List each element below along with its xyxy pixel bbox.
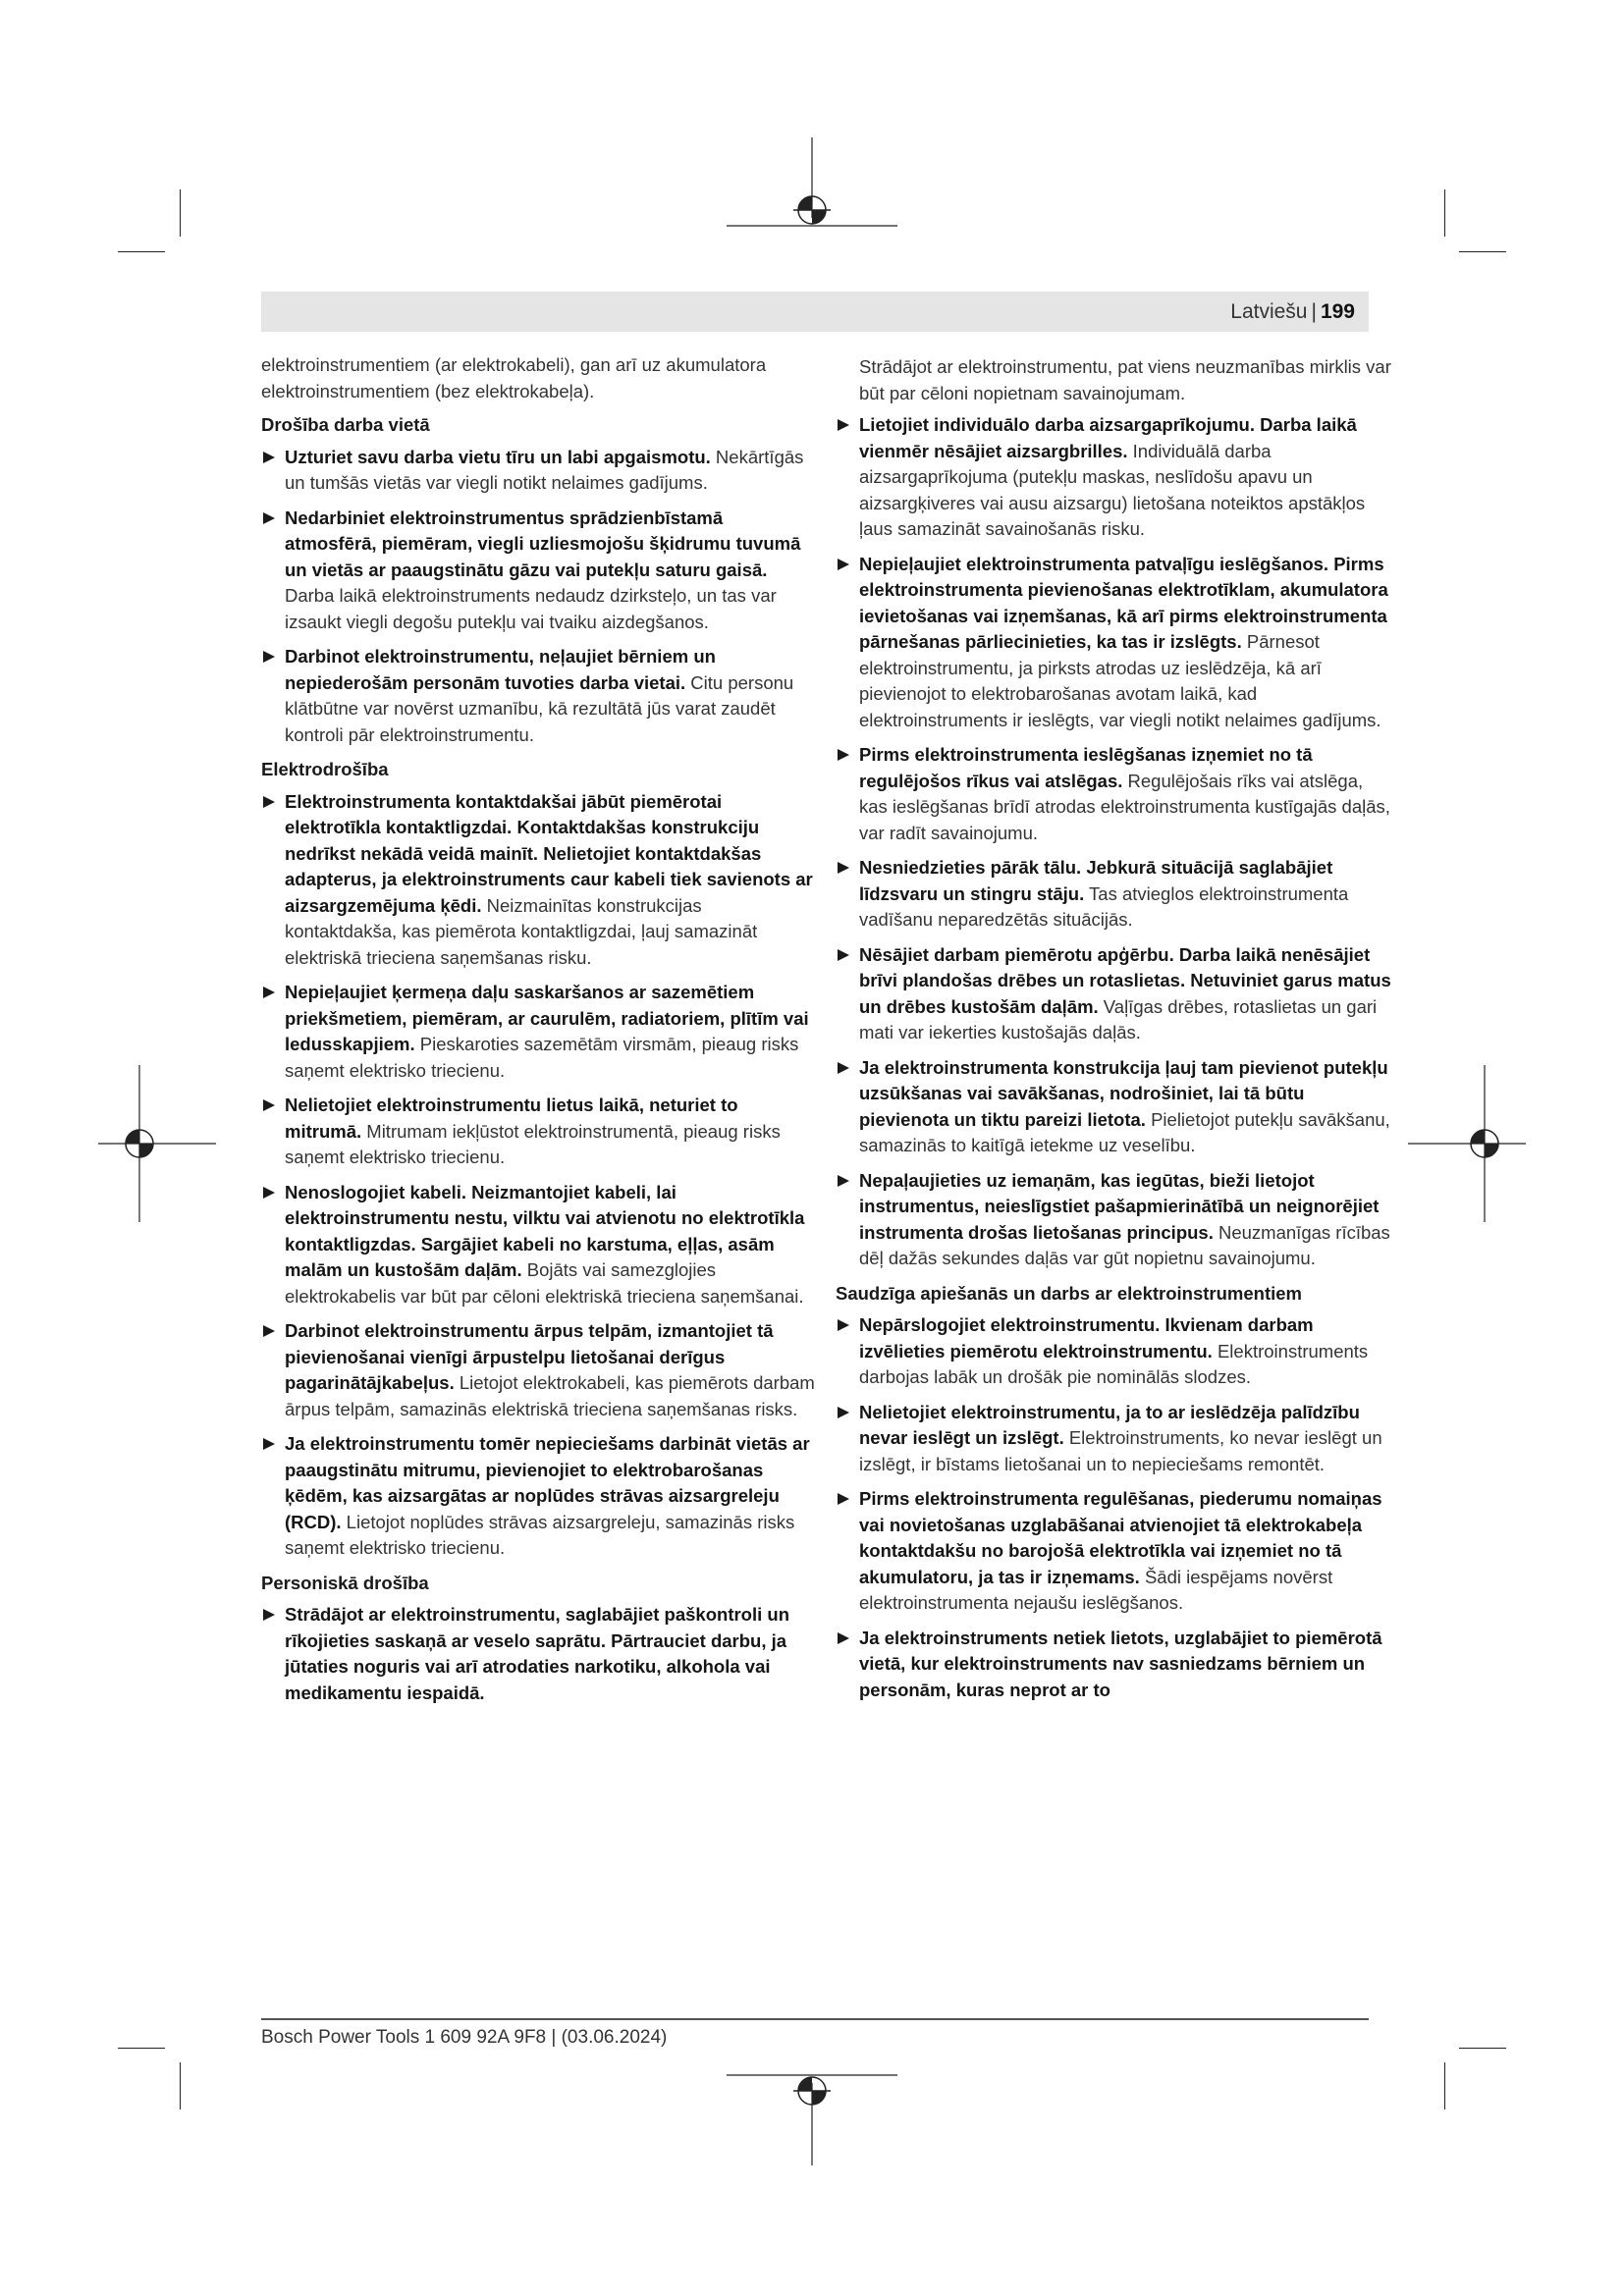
left-intro: elektroinstrumentiem (ar elektrokabeli), gan arī uz akumulatora elektroinstrumentiem (bez elektrokabeļa). (261, 354, 767, 401)
registration-mark-bottom (727, 2048, 897, 2165)
registration-mark-left (98, 1065, 216, 1222)
section-title-work-area: Drošība darba vietā (261, 414, 430, 435)
bullet-triangle-icon (838, 1175, 849, 1187)
bullet-triangle-icon (263, 452, 275, 463)
bullet-triangle-icon (263, 1099, 275, 1111)
bullet-triangle-icon (838, 749, 849, 761)
list-item: Strādājot ar elektroinstrumentu, saglabājiet paškontroli un rīkojieties saskaņā ar veselo saprātu. Pārtrauciet darbu, ja jūtaties noguris vai arī atrodaties narkotiku, alkohola vai medikamentu iespaidā. (261, 1602, 817, 1706)
left-column (261, 352, 817, 1715)
list-item: Nelietojiet elektroinstrumentu, ja to ar ieslēdzēja palīdzību nevar ieslēgt un izslēgt. Elektroinstruments, ko nevar ieslēgt un izslēgt, ir bīstams lietošanai un to nepieciešams remontēt. (836, 1400, 1391, 1478)
list-item: Nepieļaujiet ķermeņa daļu saskaršanos ar sazemētiem priekšmetiem, piemēram, ar caurulēm, radiatoriem, plītīm vai ledusskapjiem. Pieskaroties sazemētām virsmām, pieaug risks saņemt elektrisko triecienu. (261, 980, 817, 1084)
list-item: Ja elektroinstruments netiek lietots, uzglabājiet to piemērotā vietā, kur elektroinstruments nav sasniedzams bērniem un personām, kuras neprot ar to (836, 1626, 1391, 1704)
list-item: Ja elektroinstrumenta konstrukcija ļauj tam pievienot putekļu uzsūkšanas vai savākšanas, nodrošiniet, lai tā būtu pievienota un tiktu pareizi lietota. Pielietojot putekļu savākšanu, samazinās to kaitīgā ietekme uz veselību. (836, 1055, 1391, 1159)
registration-mark-right (1408, 1065, 1526, 1222)
header-text (1230, 298, 1355, 325)
footer-text: Bosch Power Tools 1 609 92A 9F8 | (03.06.2024) (261, 2027, 668, 2048)
section-title-personal-safety: Personiskā drošība (261, 1572, 429, 1593)
footer-divider (261, 2018, 1369, 2020)
list-item: Lietojiet individuālo darba aizsargaprīkojumu. Darba laikā vienmēr nēsājiet aizsargbrilles. Individuālā darba aizsargaprīkojuma (putekļu maskas, neslīdošu apavu un aizsargķiveres vai ausu aizsargu) lietošana noteiktos apstākļos ļaus samazināt savainošanās risku. (836, 412, 1391, 543)
section-title-electrical-safety: Elektrodrošība (261, 759, 389, 779)
bullet-triangle-icon (838, 419, 849, 431)
list-item: Nepieļaujiet elektroinstrumenta patvaļīgu ieslēgšanos. Pirms elektroinstrumenta pievienošanas elektrotīklam, akumulatora ievietošanas vai izņemšanas, kā arī pirms elektroinstrumenta pārnešanas pārliecinieties, ka tas ir izslēgts. Pārnesot elektroinstrumentu, ja pirksts atrodas uz ieslēdzēja, kā arī pievienojot to elektrobarošanas avotam laikā, kad elektroinstruments ir ieslēgts, var viegli notikt nelaimes gadījums. (836, 552, 1391, 734)
bullet-triangle-icon (838, 1062, 849, 1074)
list-item: Darbinot elektroinstrumentu ārpus telpām, izmantojiet tā pievienošanai vienīgi ārpustelpu lietošanai derīgus pagarinātājkabeļus. Lietojot elektrokabeli, kas piemērots darbam ārpus telpām, samazinās elektriskā trieciena saņemšanas risks. (261, 1318, 817, 1422)
right-intro: Strādājot ar elektroinstrumentu, pat viens neuzmanības mirklis var būt par cēloni nopietnam savainojumam. (859, 356, 1391, 403)
bullet-triangle-icon (263, 987, 275, 998)
list-item: Pirms elektroinstrumenta regulēšanas, piederumu nomaiņas vai novietošanas uzglabāšanai atvienojiet tā elektrokabeļa kontaktdakšu no barojošā elektrotīkla vai izņemiet no tā akumulatoru, ja tas ir izņemams. Šādi iespējams novērst elektroinstrumenta nejaušu ieslēgšanos. (836, 1486, 1391, 1617)
list-item: Elektroinstrumenta kontaktdakšai jābūt piemērotai elektrotīkla kontaktligzdai. Kontaktdakšas konstrukciju nedrīkst nekādā veidā mainīt. Nelietojiet kontaktdakšas adapterus, ja elektroinstruments caur kabeli tiek savienots ar aizsargzemējuma ķēdi. Neizmainītas konstrukcijas kontaktdakša, kas piemērota kontaktligzdai, ļauj samazināt elektriskā trieciena saņemšanas risku. (261, 789, 817, 972)
bullet-triangle-icon (263, 796, 275, 808)
bullet-triangle-icon (838, 1632, 849, 1644)
bullet-triangle-icon (263, 1438, 275, 1450)
bullet-triangle-icon (838, 1407, 849, 1418)
page-number: 199 (1320, 300, 1355, 323)
list-item: Uzturiet savu darba vietu tīru un labi apgaismotu. Nekārtīgās un tumšās vietās var viegli notikt nelaimes gadījums. (261, 445, 817, 497)
right-column (836, 354, 1391, 1712)
bullet-triangle-icon (263, 512, 275, 524)
list-item: Nelietojiet elektroinstrumentu lietus laikā, neturiet to mitrumā. Mitrumam iekļūstot elektroinstrumentā, pieaug risks saņemt elektrisko triecienu. (261, 1093, 817, 1171)
bullet-triangle-icon (838, 559, 849, 570)
list-item: Darbinot elektroinstrumentu, neļaujiet bērniem un nepiederošām personām tuvoties darba vietai. Citu personu klātbūtne var novērst uzmanību, kā rezultātā jūs varat zaudēt kontroli pār elektroinstrumentu. (261, 644, 817, 748)
list-item: Nepaļaujieties uz iemaņām, kas iegūtas, bieži lietojot instrumentus, neieslīgstiet pašapmierinātībā un neignorējiet instrumenta drošas lietošanas principus. Neuzmanīgas rīcības dēļ dažās sekundes daļās var gūt nopietnu savainojumu. (836, 1168, 1391, 1272)
registration-mark-top (727, 137, 897, 255)
list-item: Ja elektroinstrumentu tomēr nepieciešams darbināt vietās ar paaugstinātu mitrumu, pievienojiet to elektrobarošanas ķēdēm, kas aizsargātas ar noplūdes strāvas aizsargreleju (RCD). Lietojot noplūdes strāvas aizsargreleju, samazinās risks saņemt elektrisko triecienu. (261, 1431, 817, 1562)
page-header (261, 292, 1369, 332)
list-item: Nepārslogojiet elektroinstrumentu. Ikvienam darbam izvēlieties piemērotu elektroinstrumentu. Elektroinstruments darbojas labāk un drošāk pie nominālās slodzes. (836, 1312, 1391, 1391)
bullet-triangle-icon (838, 862, 849, 874)
list-item: Nēsājiet darbam piemērotu apģērbu. Darba laikā nenēsājiet brīvi plandošas drēbes un rotaslietas. Netuviniet garus matus un drēbes kustošām daļām. Vaļīgas drēbes, rotaslietas un gari mati var iekerties kustošajās daļās. (836, 942, 1391, 1046)
section-title-tool-use-care: Saudzīga apiešanās un darbs ar elektroinstrumentiem (836, 1282, 1302, 1304)
header-language: Latviešu (1230, 300, 1308, 323)
bullet-triangle-icon (263, 651, 275, 663)
bullet-triangle-icon (838, 1493, 849, 1505)
list-item: Nenoslogojiet kabeli. Neizmantojiet kabeli, lai elektroinstrumentu nestu, vilktu vai atvienotu no elektrotīkla kontaktligzdas. Sargājiet kabeli no karstuma, eļļas, asām malām un kustošām daļām. Bojāts vai samezglojies elektrokabelis var būt par cēloni elektriskā trieciena saņemšanai. (261, 1180, 817, 1310)
bullet-triangle-icon (263, 1609, 275, 1621)
bullet-triangle-icon (838, 949, 849, 961)
bullet-triangle-icon (263, 1187, 275, 1199)
list-item: Nedarbiniet elektroinstrumentus sprādzienbīstamā atmosfērā, piemēram, viegli uzliesmojošu šķidrumu tuvumā un vietās ar paaugstinātu gāzu vai putekļu saturu gaisā. Darba laikā elektroinstruments nedaudz dzirksteļo, un tas var izsaukt viegli degošu putekļu vai tvaiku aizdegšanos. (261, 506, 817, 636)
header-separator: | (1311, 300, 1317, 323)
list-item: Nesniedzieties pārāk tālu. Jebkurā situācijā saglabājiet līdzsvaru un stingru stāju. Tas atvieglos elektroinstrumenta vadīšanu neparedzētās situācijās. (836, 855, 1391, 934)
list-item: Pirms elektroinstrumenta ieslēgšanas izņemiet no tā regulējošos rīkus vai atslēgas. Regulējošais rīks vai atslēga, kas ieslēgšanas brīdī atrodas elektroinstrumenta kustīgajās daļās, var radīt savainojumu. (836, 742, 1391, 846)
bullet-triangle-icon (838, 1319, 849, 1331)
bullet-triangle-icon (263, 1325, 275, 1337)
